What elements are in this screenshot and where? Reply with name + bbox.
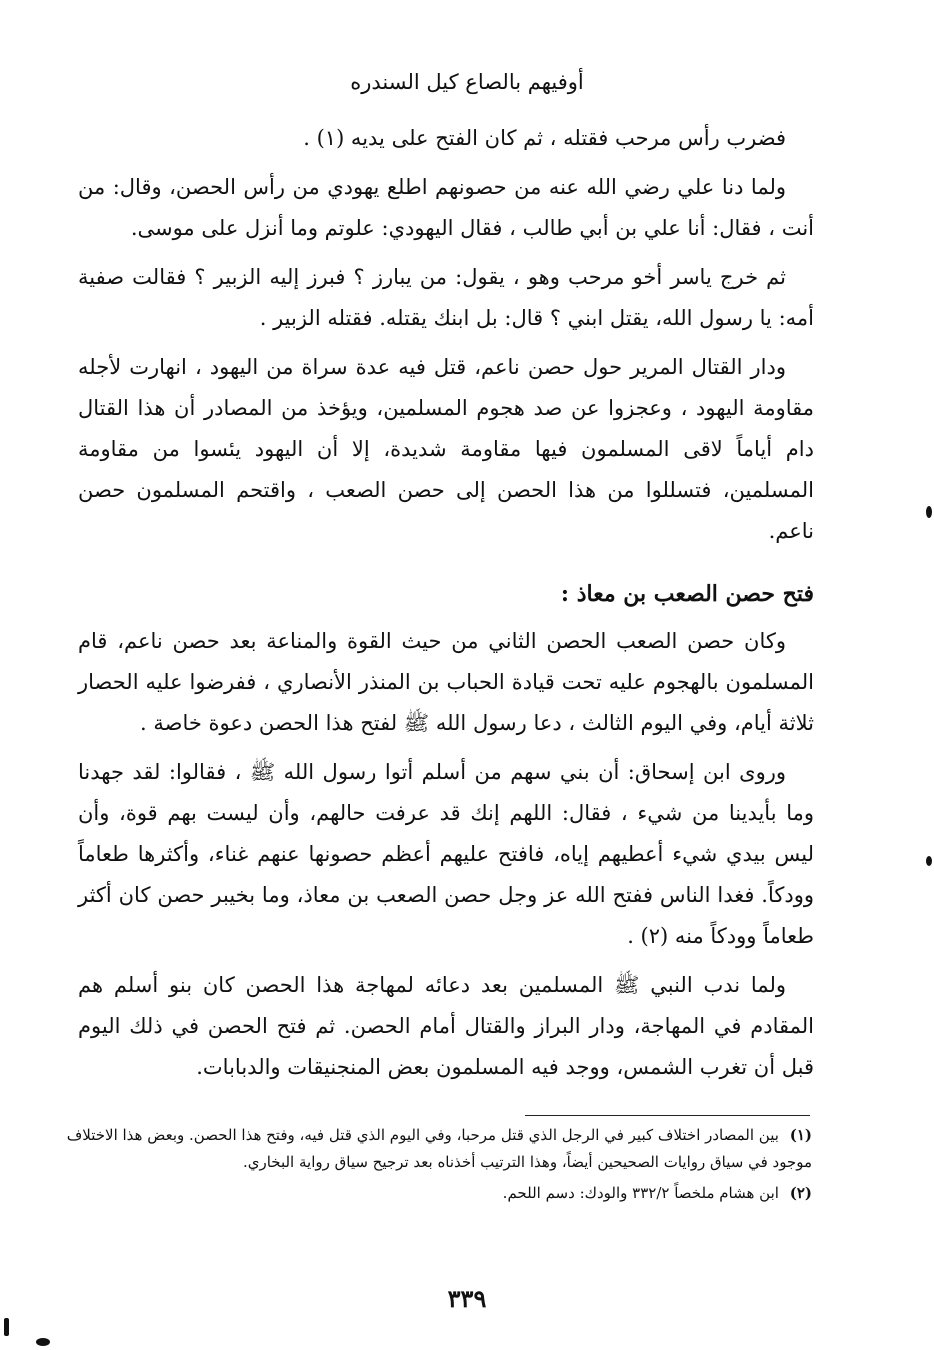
paragraph: ولما ندب النبي ﷺ المسلمين بعد دعائه لمهاجة هذا الحصن كان بنو أسلم هم المقادم في المهاجة، ودار البراز والقتال أمام الحصن. ثم فتح الحصن في ذلك اليوم قبل أن تغرب الشمس، ووجد فيه المسلمون بعض المنجنيقات والدبابات.: [78, 973, 815, 1079]
scan-speck: [926, 856, 932, 866]
scan-speck: [4, 1318, 9, 1336]
paragraph: فضرب رأس مرحب فقتله ، ثم كان الفتح على يديه (١) .: [303, 126, 786, 150]
page-number: ٣٣٩: [447, 1284, 487, 1313]
paragraph: ودار القتال المرير حول حصن ناعم، قتل فيه عدة سراة من اليهود ، انهارت لأجله مقاومة اليهود ، وعجزوا عن صد هجوم المسلمين، ويؤخذ من المصادر أن هذا القتال دام أياماً لاقى المسلمون فيها مقاومة شديدة، إلا أن اليهود يئسوا من مقاومة المسلمين، فتسللوا من هذا الحصن إلى حصن الصعب ، واقتحم المسلمون حصن ناعم.: [78, 355, 814, 543]
scan-speck: [36, 1338, 50, 1346]
footnote-1: [64, 1122, 812, 1176]
footnote-marker: (١): [789, 1126, 812, 1144]
footnote-2: [64, 1180, 812, 1207]
footnote-text: ابن هشام ملخصاً ٣٣٢/٢ والودك: دسم اللحم.: [502, 1184, 779, 1202]
paragraph: ثم خرج ياسر أخو مرحب وهو ، يقول: من يبارز ؟ فبرز إليه الزبير ؟ فقالت صفية أمه: يا رسول الله، يقتل ابني ؟ قال: بل ابنك يقتله. فقتله الزبير .: [78, 265, 814, 330]
section-heading: فتح حصن الصعب بن معاذ :: [560, 581, 814, 607]
scan-speck: [926, 506, 932, 518]
footnote-separator: [525, 1115, 810, 1116]
main-text: [78, 118, 814, 1096]
paragraph: وروى ابن إسحاق: أن بني سهم من أسلم أتوا رسول الله ﷺ ، فقالوا: لقد جهدنا وما بأيدينا من شيء ، فقال: اللهم إنك قد عرفت حالهم، وأن ليست بهم قوة، وأن ليس بيدي شيء أعطيهم إياه، فافتح عليهم أعظم حصونها عنهم غناء، وأكثرها طعاماً وودكاً. فغدا الناس ففتح الله عز وجل حصن الصعب بن معاذ، وما بخيبر حصن كان أكثر طعاماً وودكاً منه (٢) .: [78, 760, 814, 948]
footnote-text: بين المصادر اختلاف كبير في الرجل الذي قتل مرحبا، وفي اليوم الذي قتل فيه، وفتح هذا الحصن. وبعض هذا الاختلاف موجود في سياق روايات الصحيحين أيضاً، وهذا الترتيب أخذناه بعد ترجيح سياق رواية البخاري.: [66, 1126, 812, 1171]
running-header: أوفيهم بالصاع كيل السندره: [350, 70, 584, 94]
paragraph: ولما دنا علي رضي الله عنه من حصونهم اطلع يهودي من رأس الحصن، وقال: من أنت ، فقال: أنا علي بن أبي طالب ، فقال اليهودي: علوتم وما أنزل على موسى.: [78, 175, 814, 240]
footnotes: [64, 1122, 812, 1211]
footnote-marker: (٢): [789, 1184, 812, 1202]
paragraph: وكان حصن الصعب الحصن الثاني من حيث القوة والمناعة بعد حصن ناعم، قام المسلمون بالهجوم عليه تحت قيادة الحباب بن المنذر الأنصاري ، ففرضوا عليه الحصار ثلاثة أيام، وفي اليوم الثالث ، دعا رسول الله ﷺ لفتح هذا الحصن دعوة خاصة .: [78, 629, 814, 735]
